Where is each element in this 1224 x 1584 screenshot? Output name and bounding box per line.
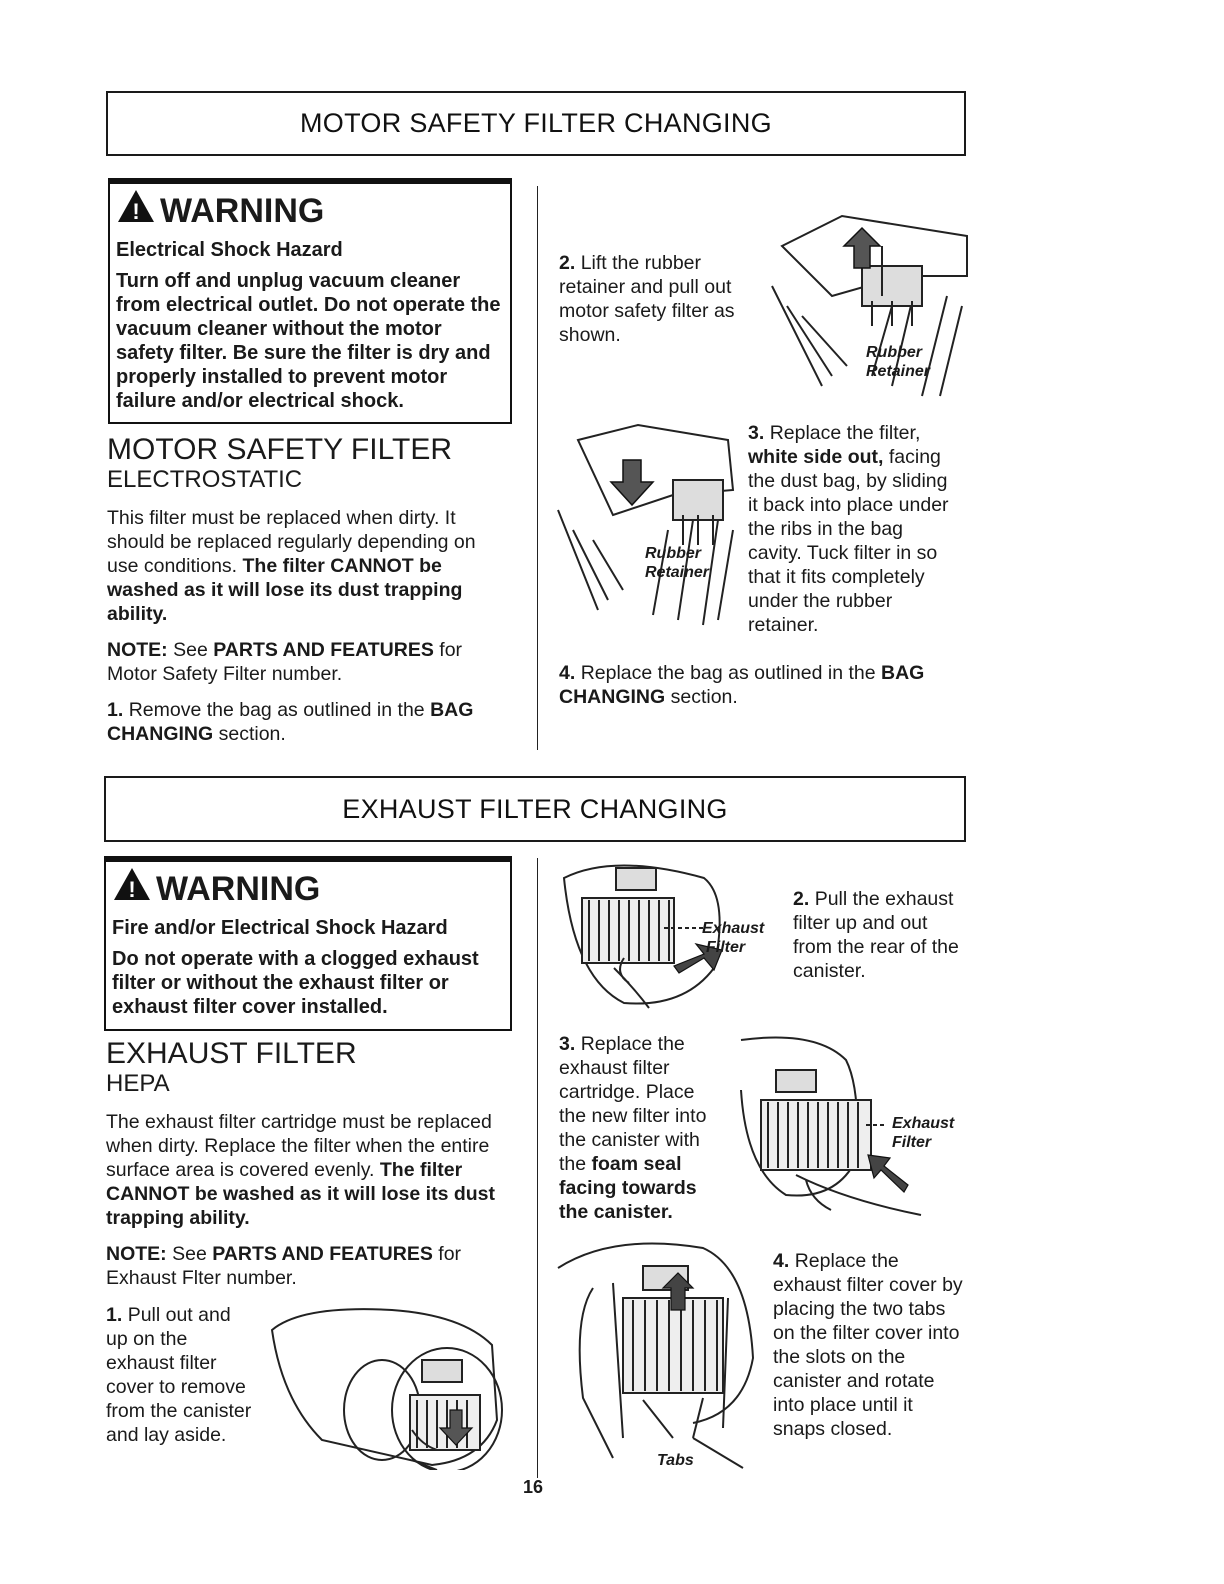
figure-caption: Exhaust Filter [892, 1115, 955, 1151]
step-ref: BAG CHANGING [559, 662, 925, 708]
warning-triangle-icon [116, 188, 156, 233]
exhaust-step-3 [559, 1032, 724, 1224]
intro-plain: The exhaust filter cartridge must be replaced when dirty. Replace the filter when the entire surface area is covered evenly. [106, 1111, 492, 1181]
step-ref: BAG CHANGING [107, 699, 474, 745]
svg-text:!: ! [128, 877, 136, 902]
down-arrow-icon [611, 460, 653, 505]
figure-caption: Tabs [657, 1452, 694, 1469]
motor-step-3 [748, 421, 960, 637]
note-post: for Motor Safety Filter number. [107, 639, 463, 685]
figure-caption: Exhaust Filter [702, 920, 765, 956]
motor-filter-heading-block [107, 434, 527, 494]
warning-triangle-icon [112, 866, 152, 911]
warning-heading [112, 866, 502, 911]
step-number: 1. [107, 699, 124, 721]
note-post: for Exhaust Flter number. [106, 1243, 462, 1289]
intro-bold: The filter CANNOT be washed as it will lose its dust trapping ability. [107, 555, 463, 625]
intro-plain: This filter must be replaced when dirty. It should be replaced regularly depending on use conditions. [107, 507, 476, 577]
exhaust-filter-note [106, 1242, 496, 1290]
step-text: Replace the bag as outlined in the [580, 662, 876, 684]
step-text: Lift the rubber retainer and pull out motor safety filter as shown. [559, 252, 735, 346]
warning-body: Do not operate with a clogged exhaust filter or without the exhaust filter or exhaust filter cover installed. [112, 948, 479, 1018]
step-text: Replace the exhaust filter cartridge. Place the new filter into the canister with the [559, 1033, 707, 1175]
section-title: MOTOR SAFETY FILTER CHANGING [300, 108, 772, 138]
step-number: 4. [559, 662, 576, 684]
exhaust-step-1 [106, 1303, 256, 1447]
exhaust-filter-intro [106, 1110, 510, 1230]
subheading-hepa: HEPA [106, 1070, 170, 1097]
step-number: 4. [773, 1250, 790, 1272]
motor-filter-note [107, 638, 497, 686]
motor-step-4 [559, 661, 959, 709]
note-ref: PARTS AND FEATURES [213, 639, 434, 661]
note-pre: See [172, 1243, 207, 1265]
motor-step-2 [559, 251, 759, 347]
heading-motor-safety-filter: MOTOR SAFETY FILTER [107, 433, 453, 466]
warning-subtitle: Fire and/or Electrical Shock Hazard [112, 917, 448, 939]
warning-heading [116, 188, 502, 233]
warning-box-electrical [108, 178, 512, 424]
step-number: 2. [793, 888, 810, 910]
figure-pull-filter [554, 858, 784, 1018]
figure-remove-cover [262, 1300, 512, 1470]
figure-caption: Rubber Retainer [645, 545, 710, 581]
step-text: Replace the exhaust filter cover by placing the two tabs on the filter cover into the slots on the canister and rotate into place until it snaps closed. [773, 1250, 963, 1440]
motor-filter-section-header [106, 91, 966, 156]
step-text: Pull the exhaust filter up and out from the rear of the canister. [793, 888, 959, 982]
exhaust-filter-section-header [104, 776, 966, 842]
exhaust-step-2 [793, 887, 965, 983]
intro-bold: The filter CANNOT be washed as it will lose its dust trapping ability. [106, 1159, 495, 1229]
exhaust-step-4 [773, 1249, 965, 1441]
warning-body: Turn off and unplug vacuum cleaner from electrical outlet. Do not operate the vacuum cleaner without the motor safety filter. Be sure the filter is dry and properly installed to prevent motor failure and/or electrical shock. [116, 270, 501, 412]
step-text: Replace the filter, [769, 422, 921, 444]
step-emphasis: white side out, [748, 446, 884, 468]
step-text-post: section. [670, 686, 738, 708]
motor-filter-intro [107, 506, 507, 626]
figure-replace-filter [553, 420, 743, 635]
section-title: EXHAUST FILTER CHANGING [342, 793, 728, 824]
note-ref: PARTS AND FEATURES [212, 1243, 433, 1265]
step-emphasis: foam seal facing towards the canister. [559, 1153, 697, 1223]
page-number: 16 [523, 1477, 544, 1497]
figure-replace-cartridge [736, 1030, 968, 1225]
step-text: Pull out and up on the exhaust filter cover to remove from the canister and lay aside. [106, 1304, 252, 1446]
down-left-arrow-icon [868, 1155, 908, 1192]
column-divider [537, 186, 538, 750]
warning-label: WARNING [156, 869, 321, 908]
up-arrow-icon [844, 228, 880, 268]
svg-text:!: ! [132, 199, 140, 224]
step-number: 1. [106, 1304, 123, 1326]
step-text-post: section. [218, 723, 286, 745]
column-divider [537, 858, 538, 1478]
figure-caption: Rubber Retainer [866, 344, 931, 380]
note-label: NOTE: [107, 639, 168, 661]
motor-step-1 [107, 698, 507, 746]
step-number: 3. [748, 422, 765, 444]
step-text-post: facing the dust bag, by sliding it back into place under the ribs in the bag cavity. Tuck filter in so that it fits completely under the rubber retainer. [748, 446, 949, 636]
step-number: 2. [559, 252, 576, 274]
step-number: 3. [559, 1033, 576, 1055]
warning-box-fire [104, 856, 512, 1031]
warning-label: WARNING [160, 191, 325, 230]
subheading-electrostatic: ELECTROSTATIC [107, 466, 303, 493]
exhaust-filter-heading-block [106, 1038, 526, 1098]
note-pre: See [173, 639, 208, 661]
note-label: NOTE: [106, 1243, 167, 1265]
heading-exhaust-filter: EXHAUST FILTER [106, 1037, 357, 1070]
warning-subtitle: Electrical Shock Hazard [116, 239, 343, 261]
step-text: Remove the bag as outlined in the [128, 699, 425, 721]
figure-lift-retainer [762, 206, 972, 406]
figure-replace-cover [553, 1238, 768, 1470]
